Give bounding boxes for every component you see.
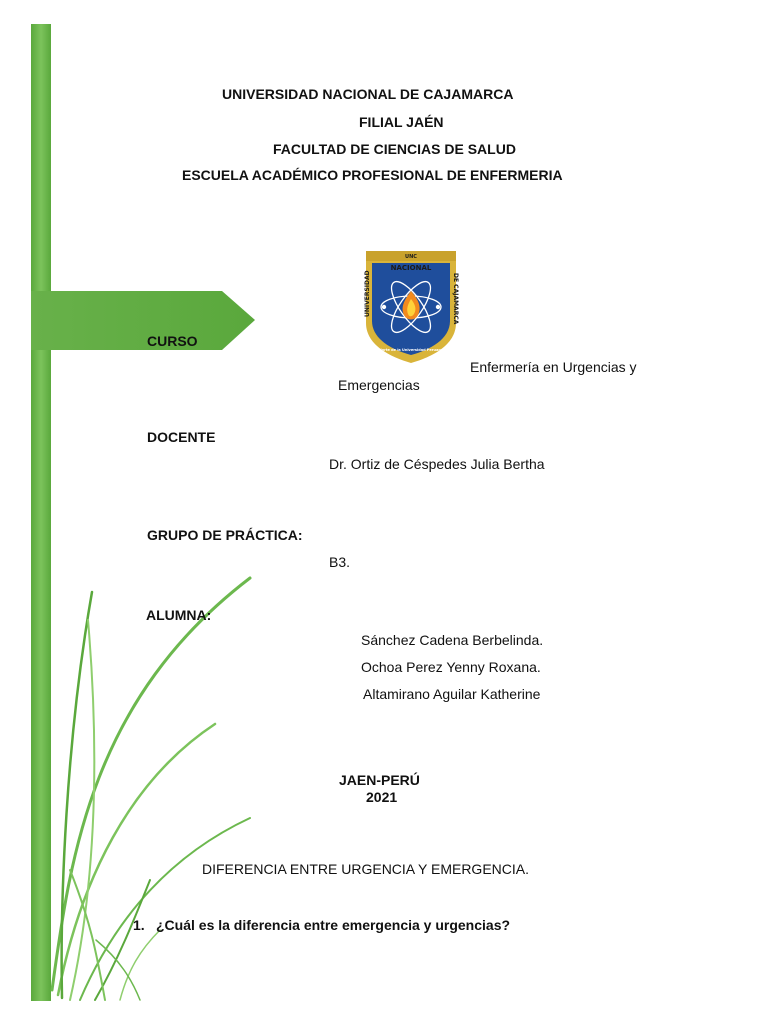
place-label: JAEN-PERÚ	[339, 772, 420, 788]
branch-name: FILIAL JAÉN	[359, 114, 444, 130]
university-name: UNIVERSIDAD NACIONAL DE CAJAMARCA	[222, 86, 514, 102]
course-value-line2: Emergencias	[338, 377, 420, 393]
school-name: ESCUELA ACADÉMICO PROFESIONAL DE ENFERMERIA	[182, 167, 563, 183]
green-arrow-banner	[31, 291, 255, 350]
student-name: Ochoa Perez Yenny Roxana.	[361, 659, 541, 675]
course-label: CURSO	[147, 333, 198, 349]
topic-title: DIFERENCIA ENTRE URGENCIA Y EMERGENCIA.	[202, 861, 529, 877]
teacher-value: Dr. Ortiz de Céspedes Julia Bertha	[329, 456, 545, 472]
university-seal-logo	[362, 247, 460, 365]
seal-motto: Norte de la Universidad Peruana	[378, 348, 444, 352]
seal-left-arc: UNIVERSIDAD	[364, 270, 371, 317]
teacher-label: DOCENTE	[147, 429, 216, 445]
seal-name-label: NACIONAL	[390, 264, 432, 272]
faculty-name: FACULTAD DE CIENCIAS DE SALUD	[273, 141, 516, 157]
question-number: 1.	[133, 917, 145, 933]
group-value: B3.	[329, 554, 351, 570]
year-label: 2021	[366, 789, 398, 805]
grass-blades	[52, 578, 250, 1000]
question-text: ¿Cuál es la diferencia entre emergencia y urgencias?	[156, 917, 511, 933]
seal-top-label: UNC	[405, 254, 417, 260]
students-label: ALUMNA:	[146, 607, 212, 623]
student-name: Altamirano Aguilar Katherine	[363, 686, 541, 702]
course-value-line1: Enfermería en Urgencias y	[470, 359, 637, 375]
seal-right-arc: DE CAJAMARCA	[452, 273, 459, 325]
student-name: Sánchez Cadena Berbelinda.	[361, 632, 544, 648]
group-label: GRUPO DE PRÁCTICA:	[147, 527, 303, 543]
vertical-green-bar	[31, 24, 51, 1001]
